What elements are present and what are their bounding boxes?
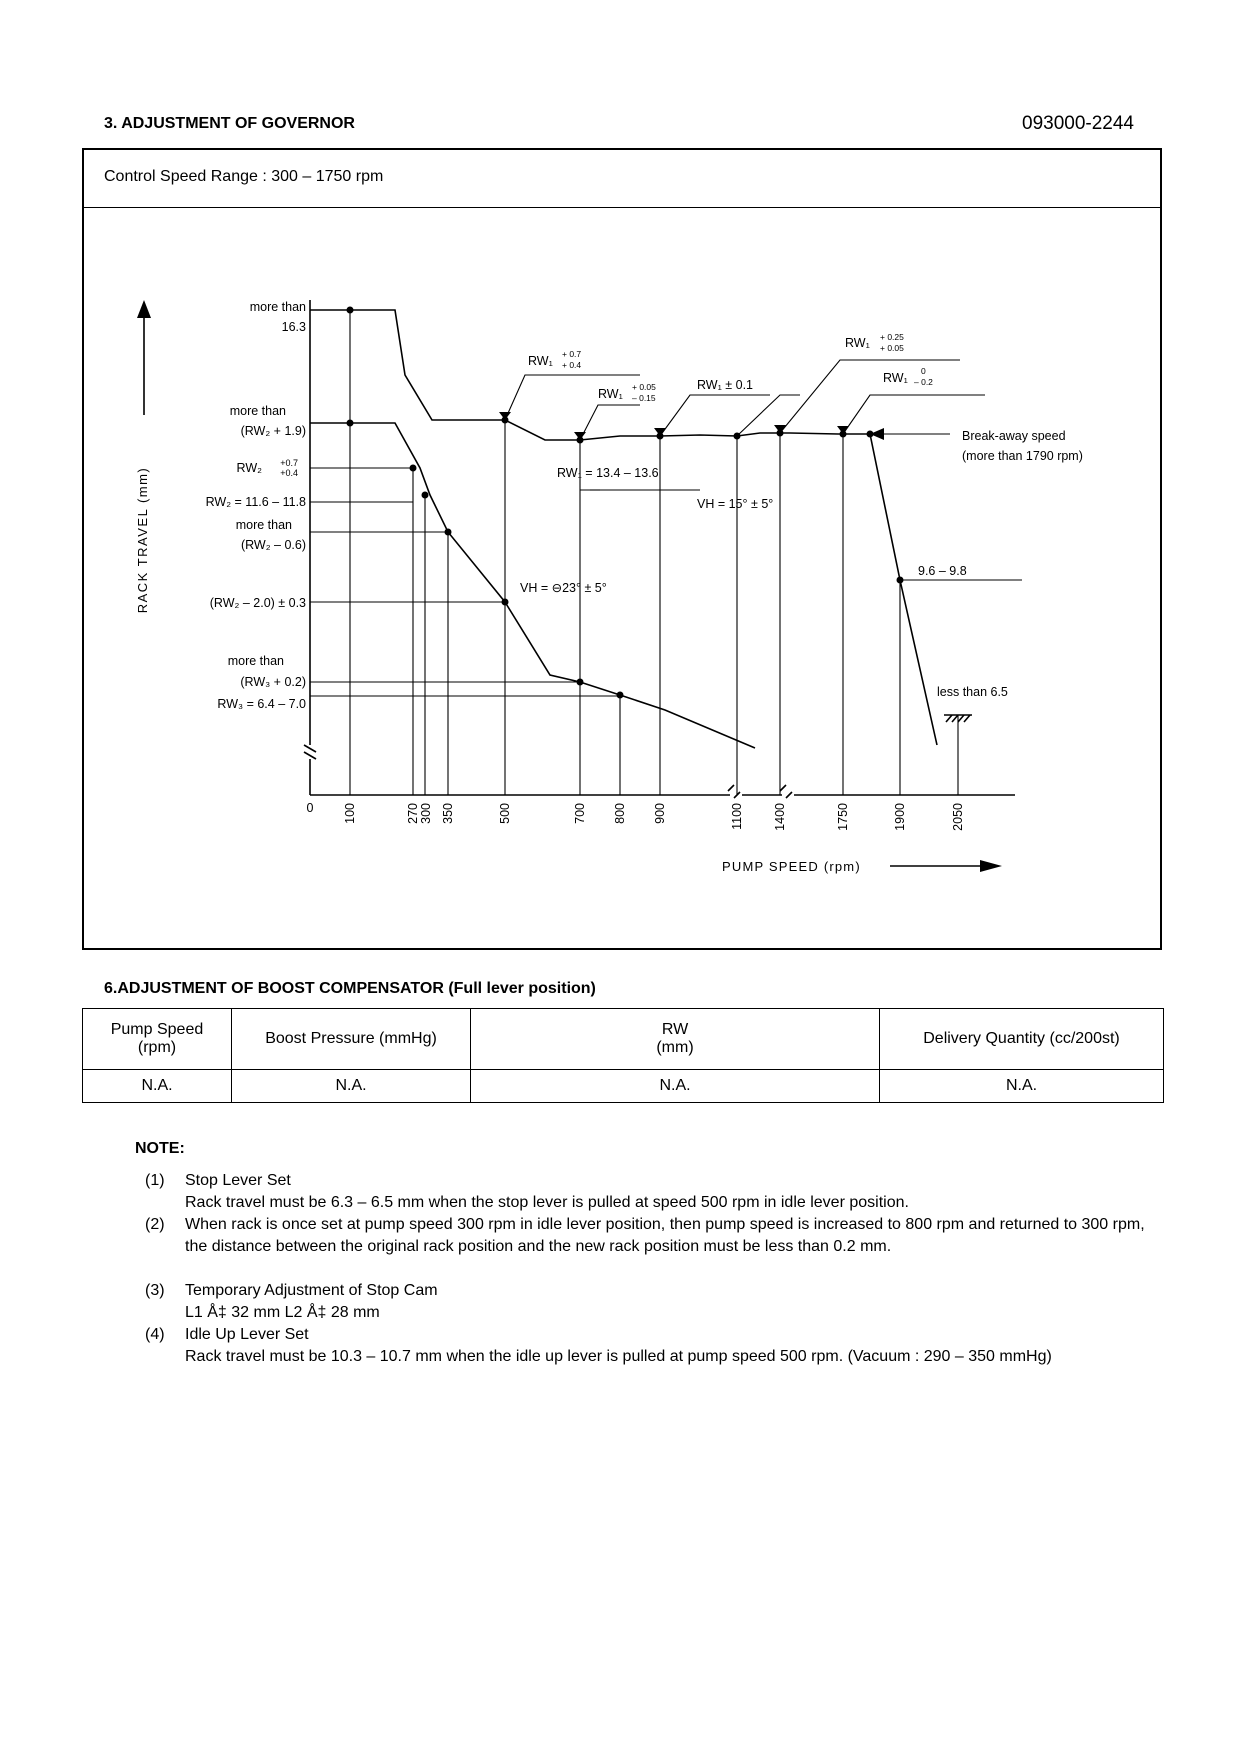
anno-96-98: 9.6 – 9.8 bbox=[918, 564, 967, 578]
anno-vh-upper: VH = 15° ± 5° bbox=[697, 497, 774, 511]
anno-rw1-a: RW₁ bbox=[528, 354, 553, 368]
label-rw2-minus-06: (RW₂ – 0.6) bbox=[240, 538, 306, 552]
table-row bbox=[83, 1070, 1164, 1103]
anno-rw1-e: RW₁ bbox=[883, 371, 908, 385]
label-more-than-1: more than bbox=[249, 300, 306, 314]
label-rw2-tol-up: +0.7 bbox=[280, 458, 298, 468]
anno-rw1-b: RW₁ bbox=[598, 387, 623, 401]
note-line: Stop Lever Set bbox=[185, 1172, 291, 1189]
anno-rw1-e-dn: – 0.2 bbox=[914, 377, 933, 387]
label-rw2-plus-19: (RW₂ + 1.9) bbox=[240, 424, 306, 438]
note-title: NOTE: bbox=[135, 1140, 185, 1157]
header-delivery: Delivery Quantity (cc/200st) bbox=[880, 1009, 1164, 1070]
x-tick-270: 270 bbox=[406, 803, 420, 824]
cell-pump-speed: N.A. bbox=[83, 1070, 232, 1103]
note-num: (2) bbox=[145, 1216, 165, 1233]
note-line: L1 Å‡ 32 mm L2 Å‡ 28 mm bbox=[185, 1304, 380, 1321]
anno-breakaway-sub: (more than 1790 rpm) bbox=[962, 449, 1083, 463]
label-rw3-plus-02: (RW₃ + 0.2) bbox=[240, 675, 306, 689]
cell-delivery: N.A. bbox=[880, 1070, 1164, 1103]
x-tick-1100: 1100 bbox=[730, 803, 744, 830]
x-tick-1900: 1900 bbox=[893, 803, 907, 831]
anno-rw1-a-dn: + 0.4 bbox=[562, 360, 582, 370]
control-speed-range: Control Speed Range : 300 – 1750 rpm bbox=[104, 168, 384, 185]
label-rw2-tol: RW₂ bbox=[236, 461, 262, 475]
anno-rw1-d-dn: + 0.05 bbox=[880, 343, 904, 353]
x-tick-1400: 1400 bbox=[773, 803, 787, 831]
cell-boost-pressure: N.A. bbox=[232, 1070, 471, 1103]
boost-table bbox=[82, 1008, 1164, 1103]
anno-rw1-a-up: + 0.7 bbox=[562, 349, 582, 359]
label-16-3: 16.3 bbox=[281, 320, 306, 334]
boost-title: 6.ADJUSTMENT OF BOOST COMPENSATOR (Full lever position) bbox=[104, 980, 596, 997]
x-tick-700: 700 bbox=[573, 803, 587, 824]
header-pump-speed-line1: Pump Speed bbox=[110, 1021, 204, 1038]
header-rw bbox=[471, 1009, 880, 1070]
note-num: (4) bbox=[145, 1326, 165, 1343]
note-line: Rack travel must be 10.3 – 10.7 mm when the idle up lever is pulled at pump speed 500 rpm. (Vacuum : 290 – 350 mmHg) bbox=[185, 1348, 1052, 1365]
anno-breakaway: Break-away speed bbox=[962, 429, 1066, 443]
anno-rw1-b-dn: – 0.15 bbox=[632, 393, 656, 403]
label-more-than-2: more than bbox=[229, 404, 286, 418]
label-rw2-tol-dn: +0.4 bbox=[280, 468, 298, 478]
x-tick-300: 300 bbox=[419, 803, 433, 824]
note-num: (1) bbox=[145, 1172, 165, 1189]
x-axis-label: PUMP SPEED (rpm) bbox=[722, 859, 861, 874]
anno-less-than-65: less than 6.5 bbox=[937, 685, 1008, 699]
part-number: 093000-2244 bbox=[1022, 113, 1134, 134]
y-axis-label: RACK TRAVEL (mm) bbox=[135, 466, 150, 614]
x-tick-0: 0 bbox=[306, 801, 314, 815]
x-tick-900: 900 bbox=[653, 803, 667, 824]
x-tick-350: 350 bbox=[441, 803, 455, 824]
label-rw2-range: RW₂ = 11.6 – 11.8 bbox=[205, 495, 306, 509]
note-line: When rack is once set at pump speed 300 rpm in idle lever position, then pump speed is increased to 800 rpm and returned to 300 rpm, the distance between the original rack position and the new rack position must be less than 0.2 mm. bbox=[185, 1216, 1145, 1255]
x-tick-500: 500 bbox=[498, 803, 512, 824]
note-line: Temporary Adjustment of Stop Cam bbox=[185, 1282, 438, 1299]
label-more-than-3: more than bbox=[235, 518, 292, 532]
label-rw2-minus-20: (RW₂ – 2.0) ± 0.3 bbox=[209, 596, 306, 610]
x-tick-1750: 1750 bbox=[836, 803, 850, 831]
anno-rw1-range: RW₁ = 13.4 – 13.6 bbox=[557, 466, 659, 480]
header-pump-speed bbox=[83, 1009, 232, 1070]
label-rw3-range: RW₃ = 6.4 – 7.0 bbox=[217, 697, 306, 711]
anno-rw1-b-up: + 0.05 bbox=[632, 382, 656, 392]
x-tick-800: 800 bbox=[613, 803, 627, 824]
anno-vh-lower: VH = ⊖23° ± 5° bbox=[520, 581, 607, 595]
note-line: Idle Up Lever Set bbox=[185, 1326, 309, 1343]
section-title: 3. ADJUSTMENT OF GOVERNOR bbox=[104, 115, 355, 132]
cell-rw: N.A. bbox=[471, 1070, 880, 1103]
header-rw-line1: RW bbox=[661, 1021, 689, 1038]
anno-rw1-d: RW₁ bbox=[845, 336, 870, 350]
header-pump-speed-line2: (rpm) bbox=[137, 1039, 177, 1056]
header-rw-line2: (mm) bbox=[656, 1039, 694, 1056]
note-num: (3) bbox=[145, 1282, 165, 1299]
header-boost-pressure: Boost Pressure (mmHg) bbox=[232, 1009, 471, 1070]
anno-rw1-c: RW₁ ± 0.1 bbox=[697, 378, 753, 392]
anno-rw1-e-up: 0 bbox=[921, 366, 926, 376]
note-line: Rack travel must be 6.3 – 6.5 mm when the stop lever is pulled at speed 500 rpm in idle lever position. bbox=[185, 1194, 909, 1211]
anno-rw1-d-up: + 0.25 bbox=[880, 332, 904, 342]
x-tick-100: 100 bbox=[343, 803, 357, 824]
boost-table-header bbox=[83, 1009, 1164, 1070]
label-more-than-4: more than bbox=[227, 654, 284, 668]
x-tick-2050: 2050 bbox=[951, 803, 965, 831]
